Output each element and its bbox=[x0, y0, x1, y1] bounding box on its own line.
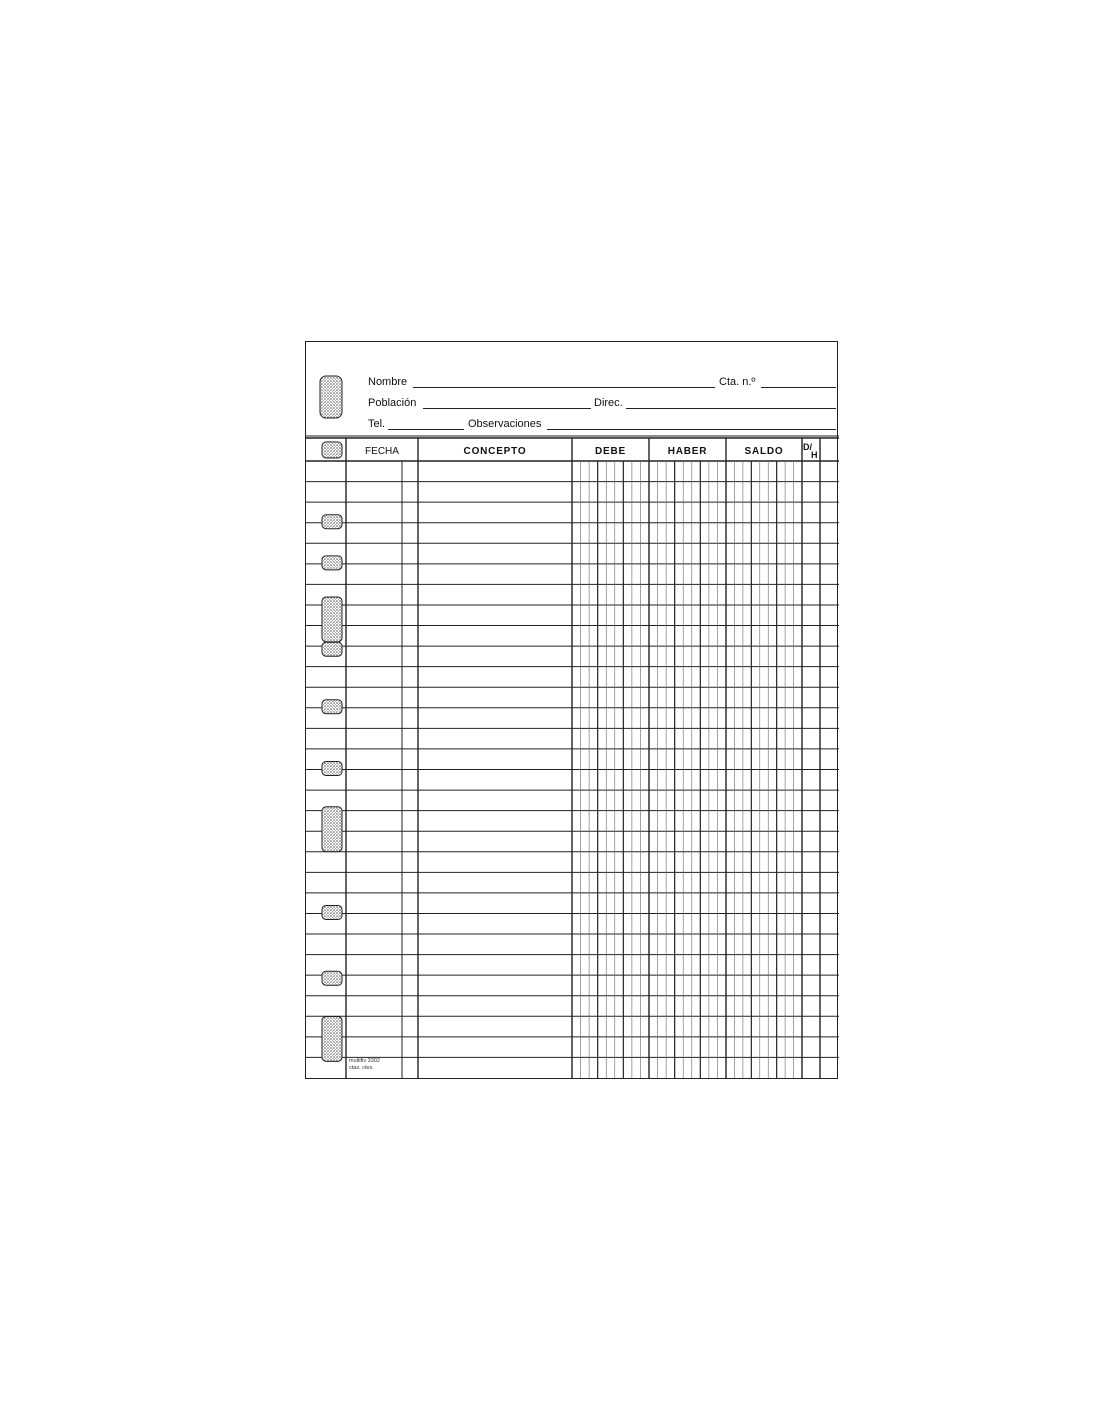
col-header-concepto: CONCEPTO bbox=[463, 446, 527, 457]
col-header-dh-top: D/ bbox=[803, 442, 812, 452]
binding-hole bbox=[322, 442, 342, 458]
poblacion-label: Población bbox=[368, 397, 417, 409]
col-header-haber: HABER bbox=[667, 446, 708, 457]
binding-hole bbox=[322, 642, 342, 656]
binding-hole bbox=[322, 597, 342, 642]
binding-hole bbox=[322, 556, 342, 570]
col-header-dh-bottom: H bbox=[811, 450, 818, 460]
binding-hole bbox=[322, 700, 342, 714]
footer-form-type: ctas. ctes. bbox=[349, 1065, 374, 1071]
observaciones-label: Observaciones bbox=[468, 418, 542, 430]
cta-label: Cta. n.º bbox=[719, 376, 756, 388]
binding-hole bbox=[322, 762, 342, 776]
binding-hole bbox=[322, 971, 342, 985]
direc-label: Direc. bbox=[594, 397, 623, 409]
ledger-sheet bbox=[305, 341, 838, 1079]
binding-hole bbox=[322, 905, 342, 919]
binding-hole bbox=[322, 1017, 342, 1062]
col-header-saldo: SALDO bbox=[744, 446, 784, 457]
footer-form-code: multifiv 3302 bbox=[349, 1058, 380, 1064]
tel-label: Tel. bbox=[368, 418, 386, 430]
binding-hole bbox=[322, 515, 342, 529]
col-header-fecha: FECHA bbox=[365, 446, 399, 457]
col-header-debe: DEBE bbox=[595, 446, 626, 457]
binding-hole bbox=[322, 807, 342, 852]
nombre-label: Nombre bbox=[368, 376, 408, 388]
